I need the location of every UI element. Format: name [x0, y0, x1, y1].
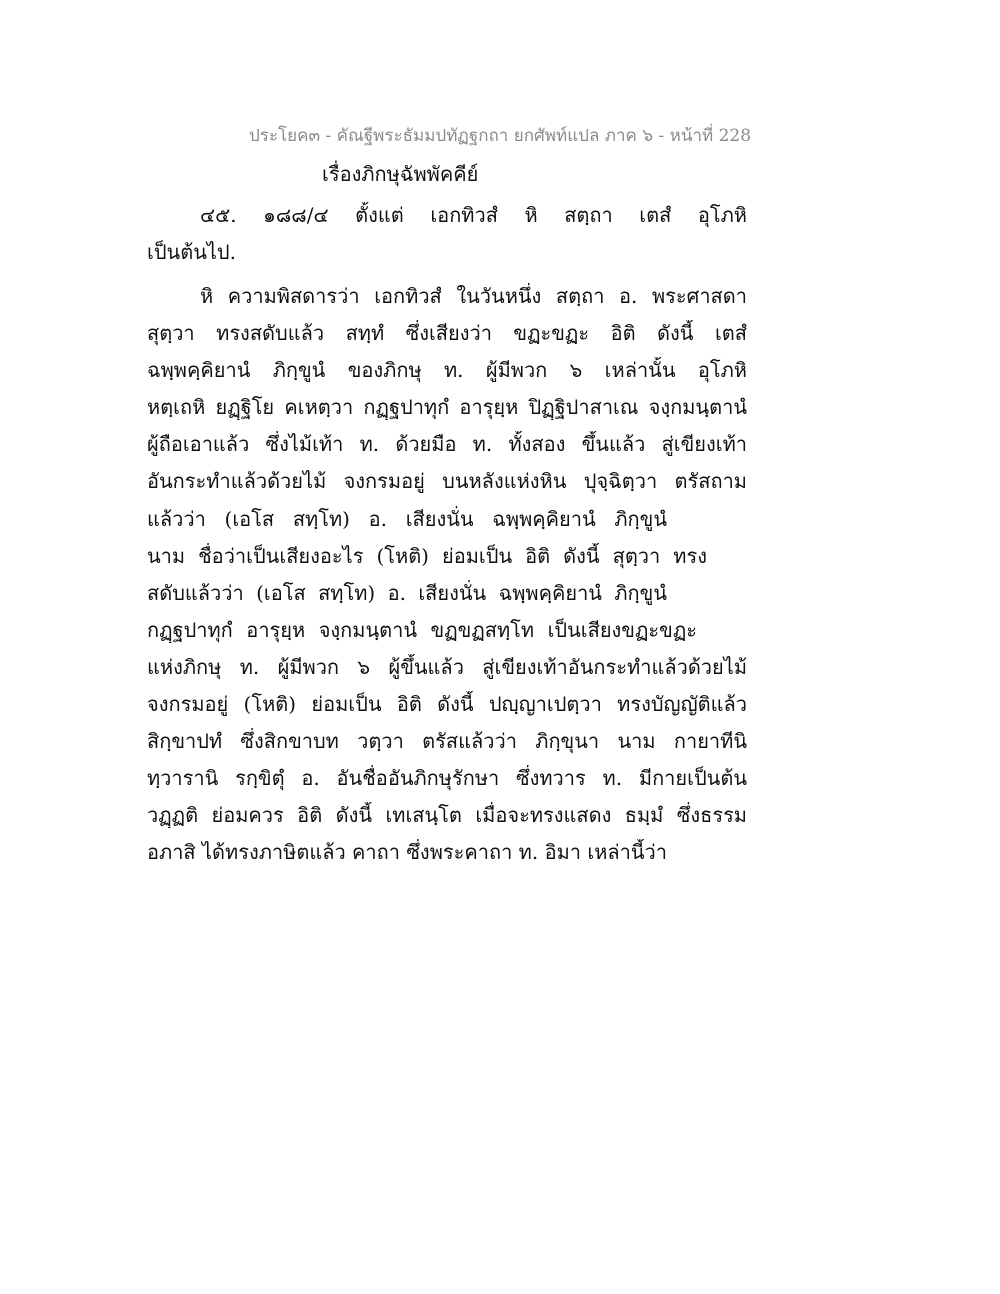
body-line: จงกรมอยู่ (โหติ) ย่อมเป็น อิติ ดังนี้ ปญฺญาเปตฺวา ทรงบัญญัติแล้ว: [147, 692, 747, 716]
body-line: สิกฺขาปทํ ซึ่งสิกขาบท วตฺวา ตรัสแล้วว่า ภิกฺขุนา นาม กายาทีนิ: [147, 729, 747, 753]
running-header: ประโยค๓ - คัณฐีพระธัมมปทัฏฐกถา ยกศัพท์แปล ภาค ๖ - หน้าที่ 228: [248, 126, 752, 146]
body-line: วฏฺฏติ ย่อมควร อิติ ดังนี้ เทเสนฺโต เมื่อจะทรงแสดง ธมฺมํ ซึ่งธรรม: [147, 803, 747, 827]
body-line: ๔๕. ๑๘๘/๔ ตั้งแต่ เอกทิวสํ หิ สตฺถา เตสํ อุโภหิ: [200, 203, 747, 227]
body-line: อันกระทำแล้วด้วยไม้ จงกรมอยู่ บนหลังแห่งหิน ปุจฺฉิตฺวา ตรัสถาม: [147, 469, 747, 493]
body-line: นาม ชื่อว่าเป็นเสียงอะไร (โหติ) ย่อมเป็น อิติ ดังนี้ สุตฺวา ทรง: [147, 544, 707, 568]
body-line: เป็นต้นไป.: [147, 240, 236, 264]
body-line: ทฺวารานิ รกฺขิตุํ อ. อันชื่ออันภิกษุรักษา ซึ่งทวาร ท. มีกายเป็นต้น: [147, 766, 747, 790]
story-title: เรื่องภิกษุฉัพพัคคีย์: [322, 162, 479, 186]
body-line: สุตฺวา ทรงสดับแล้ว สทฺทํ ซึ่งเสียงว่า ขฏะขฏะ อิติ ดังนี้ เตสํ: [147, 321, 747, 345]
body-line: ฉพฺพคฺคิยานํ ภิกฺขูนํ ของภิกษุ ท. ผู้มีพวก ๖ เหล่านั้น อุโภหิ: [147, 358, 747, 382]
body-line: อภาสิ ได้ทรงภาษิตแล้ว คาถา ซึ่งพระคาถา ท. อิมา เหล่านี้ว่า: [147, 840, 667, 864]
body-line: กฏฺฐปาทุกํ อารุยฺห จงฺกมนฺตานํ ขฏขฏสทฺโท เป็นเสียงขฏะขฏะ: [147, 618, 697, 642]
body-line: สดับแล้วว่า (เอโส สทฺโท) อ. เสียงนั่น ฉพฺพคฺคิยานํ ภิกฺขูนํ: [147, 581, 667, 605]
body-line: ผู้ถือเอาแล้ว ซึ่งไม้เท้า ท. ด้วยมือ ท. ทั้งสอง ขึ้นแล้ว สู่เขียงเท้า: [147, 432, 747, 456]
body-line: แล้วว่า (เอโส สทฺโท) อ. เสียงนั่น ฉพฺพคฺคิยานํ ภิกฺขูนํ: [147, 507, 667, 531]
body-line: หตฺเถหิ ยฏฺฐิโย คเหตฺวา กฏฺฐปาทุกํ อารุยฺห ปิฏฺฐิปาสาเณ จงฺกมนฺตานํ: [147, 395, 747, 419]
body-line: หิ ความพิสดารว่า เอกทิวสํ ในวันหนึ่ง สตฺถา อ. พระศาสดา: [200, 284, 747, 308]
body-line: แห่งภิกษุ ท. ผู้มีพวก ๖ ผู้ขึ้นแล้ว สู่เขียงเท้าอันกระทำแล้วด้วยไม้: [147, 655, 747, 679]
